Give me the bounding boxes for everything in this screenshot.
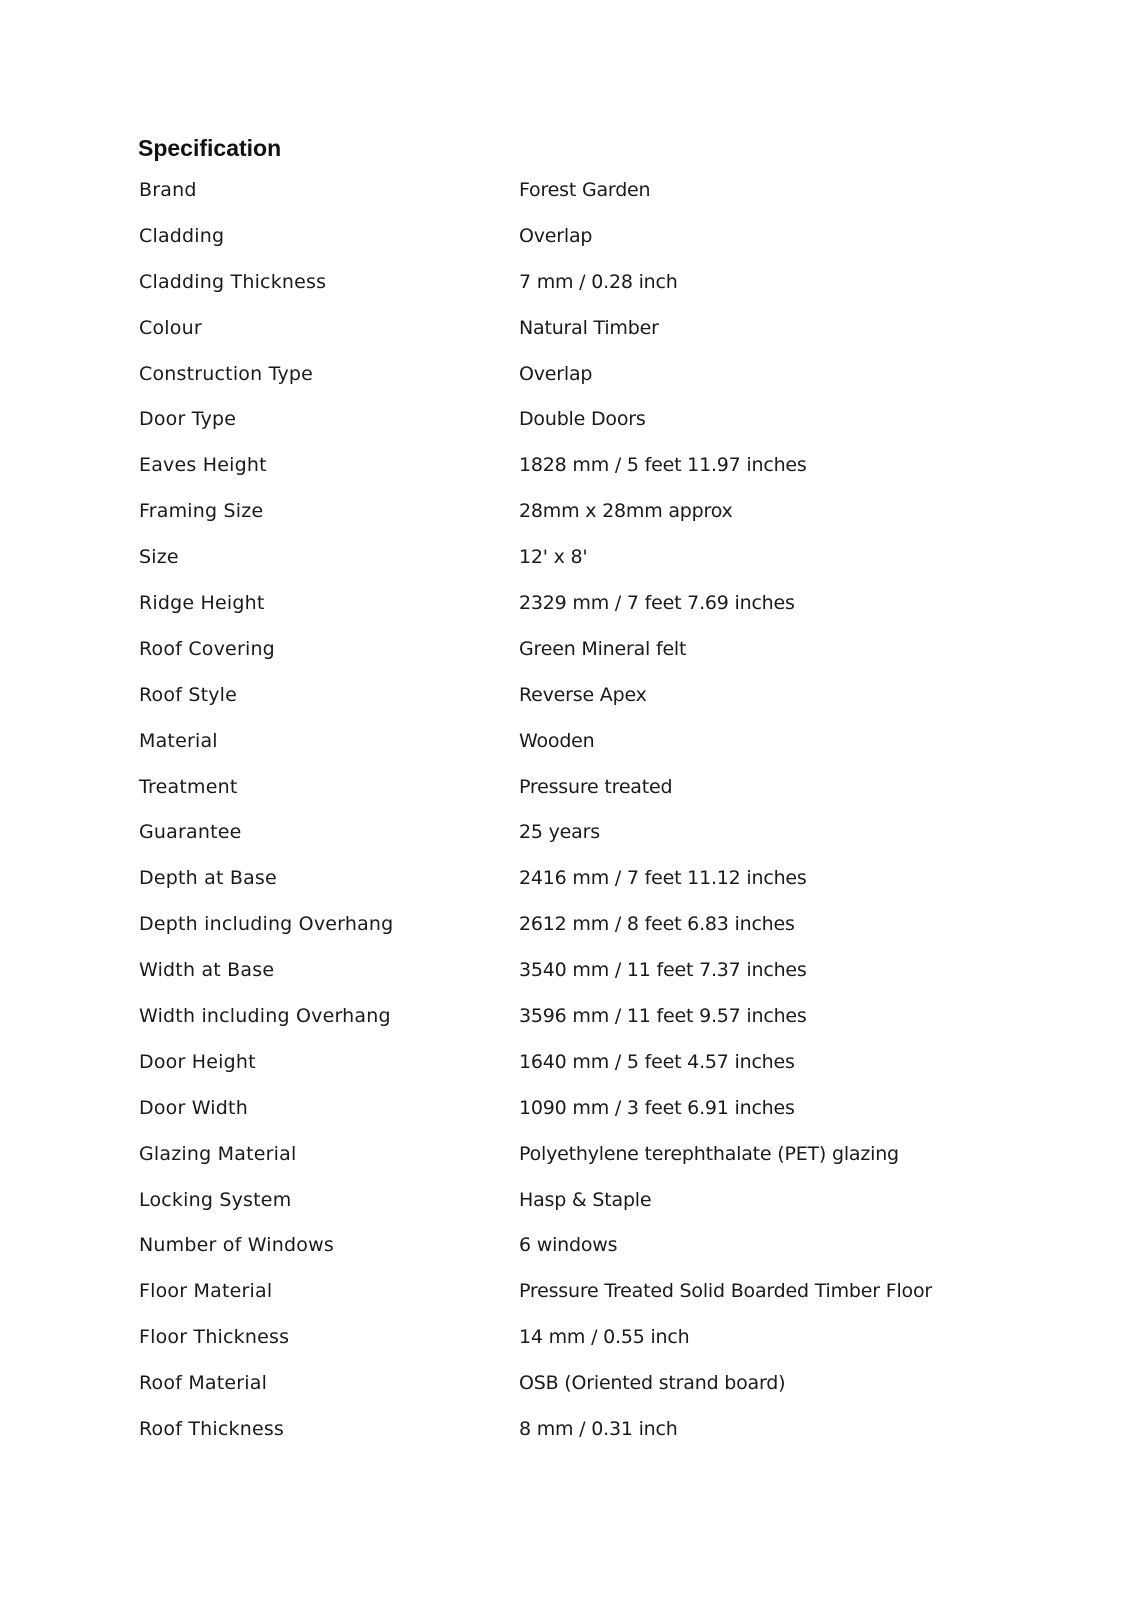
- spec-label: Cladding: [139, 224, 225, 247]
- spec-row: [139, 681, 1039, 727]
- spec-label: Door Width: [139, 1096, 248, 1119]
- spec-value: Forest Garden: [519, 179, 651, 201]
- spec-label: Colour: [139, 316, 202, 339]
- spec-row: [139, 1002, 1039, 1048]
- spec-value: Wooden: [519, 729, 595, 752]
- spec-row: [139, 1231, 1039, 1277]
- spec-value: 1828 mm / 5 feet 11.97 inches: [519, 454, 807, 477]
- spec-label: Floor Material: [139, 1280, 273, 1303]
- spec-row: [139, 360, 1039, 406]
- spec-row: [139, 1186, 1039, 1232]
- spec-row: [139, 405, 1039, 451]
- spec-value: OSB (Oriented strand board): [519, 1372, 786, 1395]
- spec-value: Overlap: [519, 362, 593, 385]
- spec-row: [139, 773, 1039, 819]
- spec-label: Width at Base: [139, 959, 275, 982]
- spec-value: 28mm x 28mm approx: [519, 500, 733, 523]
- spec-row: [139, 1415, 1039, 1461]
- spec-value: Reverse Apex: [519, 683, 647, 706]
- spec-label: Construction Type: [139, 362, 314, 385]
- spec-row: [139, 314, 1039, 360]
- spec-label: Door Type: [139, 408, 237, 431]
- spec-value: 14 mm / 0.55 inch: [519, 1326, 690, 1349]
- spec-label: Door Height: [139, 1050, 256, 1073]
- spec-row: [139, 818, 1039, 864]
- spec-value: Double Doors: [519, 408, 646, 431]
- spec-row: [139, 1140, 1039, 1186]
- spec-label: Framing Size: [139, 500, 264, 523]
- spec-row: [139, 635, 1039, 681]
- spec-label: Number of Windows: [139, 1234, 334, 1257]
- spec-value: 3596 mm / 11 feet 9.57 inches: [519, 1005, 807, 1028]
- spec-value: Natural Timber: [519, 316, 659, 339]
- spec-row: [139, 1277, 1039, 1323]
- spec-value: Green Mineral felt: [519, 637, 687, 660]
- spec-value: Polyethylene terephthalate (PET) glazing: [519, 1142, 899, 1165]
- spec-row: [139, 451, 1039, 497]
- spec-value: 3540 mm / 11 feet 7.37 inches: [519, 959, 807, 982]
- spec-label: Locking System: [139, 1188, 292, 1211]
- spec-value: Overlap: [519, 224, 593, 247]
- specification-table: [139, 176, 1039, 1461]
- spec-row: [139, 864, 1039, 910]
- spec-row: [139, 956, 1039, 1002]
- spec-label: Roof Thickness: [139, 1418, 285, 1441]
- spec-row: [139, 589, 1039, 635]
- spec-label: Cladding Thickness: [139, 270, 327, 293]
- spec-value: 2416 mm / 7 feet 11.12 inches: [519, 867, 807, 890]
- spec-value: 1640 mm / 5 feet 4.57 inches: [519, 1050, 795, 1073]
- spec-row: [139, 268, 1039, 314]
- spec-label: Ridge Height: [139, 592, 265, 615]
- spec-label: Treatment: [139, 775, 238, 798]
- spec-value: 12' x 8': [519, 546, 588, 569]
- spec-label: Roof Material: [139, 1372, 268, 1395]
- spec-row: [139, 910, 1039, 956]
- spec-label: Roof Style: [139, 683, 238, 706]
- spec-row: [139, 1094, 1039, 1140]
- spec-row: [139, 497, 1039, 543]
- spec-label: Floor Thickness: [139, 1326, 290, 1349]
- spec-row: [139, 1048, 1039, 1094]
- spec-label: Size: [139, 546, 179, 569]
- spec-label: Guarantee: [139, 821, 242, 844]
- spec-label: Depth at Base: [139, 867, 277, 890]
- spec-row: [139, 727, 1039, 773]
- spec-value: Pressure Treated Solid Boarded Timber Floor: [519, 1280, 932, 1303]
- spec-label: Material: [139, 729, 218, 752]
- spec-label: Glazing Material: [139, 1142, 297, 1165]
- spec-label: Depth including Overhang: [139, 913, 394, 936]
- spec-value: 7 mm / 0.28 inch: [519, 270, 678, 293]
- spec-row: [139, 176, 1039, 222]
- spec-value: 8 mm / 0.31 inch: [519, 1418, 678, 1441]
- spec-value: Hasp & Staple: [519, 1188, 652, 1211]
- spec-label: Brand: [139, 179, 197, 201]
- spec-label: Width including Overhang: [139, 1005, 391, 1028]
- spec-value: Pressure treated: [519, 775, 673, 798]
- spec-row: [139, 543, 1039, 589]
- spec-value: 2329 mm / 7 feet 7.69 inches: [519, 592, 795, 615]
- spec-label: Eaves Height: [139, 454, 267, 477]
- spec-value: 6 windows: [519, 1234, 618, 1257]
- spec-label: Roof Covering: [139, 637, 275, 660]
- page-title: Specification: [138, 135, 282, 161]
- spec-value: 1090 mm / 3 feet 6.91 inches: [519, 1096, 795, 1119]
- spec-value: 2612 mm / 8 feet 6.83 inches: [519, 913, 795, 936]
- spec-row: [139, 222, 1039, 268]
- spec-row: [139, 1323, 1039, 1369]
- spec-row: [139, 1369, 1039, 1415]
- spec-value: 25 years: [519, 821, 600, 844]
